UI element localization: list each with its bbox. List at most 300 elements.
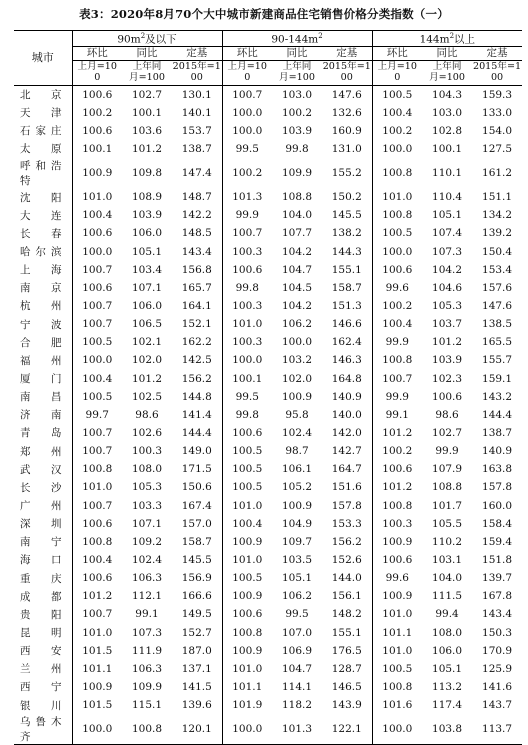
- index-value-cell: 100.2: [372, 442, 422, 460]
- table-row: [14, 569, 522, 587]
- index-value-cell: 113.2: [432, 680, 463, 693]
- index-value-cell: 145.5: [331, 209, 362, 222]
- index-value-cell: 104.7: [281, 662, 313, 675]
- city-name-cell: 北 京: [20, 89, 62, 102]
- index-value-cell: 110.2: [432, 535, 463, 548]
- table-row: [14, 104, 522, 122]
- index-value-cell: 138.5: [482, 318, 513, 331]
- index-value-cell: 98.6: [435, 408, 459, 421]
- index-value-cell: 100.6: [222, 261, 272, 279]
- base-header-mom: [72, 60, 122, 85]
- base-header-mom: [222, 60, 272, 85]
- index-value-cell: 101.0: [222, 496, 272, 514]
- index-value-cell: 98.7: [285, 445, 309, 458]
- index-value-cell: 122.1: [322, 714, 372, 745]
- index-value-cell: 100.1: [72, 140, 122, 158]
- index-value-cell: 106.0: [131, 299, 163, 312]
- table-row: [14, 158, 522, 188]
- base-header-line: 00: [340, 71, 353, 83]
- index-value-cell: 100.4: [72, 369, 122, 387]
- index-value-cell: 99.8: [285, 142, 309, 155]
- index-value-cell: 149.0: [181, 445, 212, 458]
- index-value-cell: 146.6: [331, 318, 362, 331]
- index-value-cell: 101.0: [372, 642, 422, 660]
- index-value-cell: 143.4: [181, 245, 212, 258]
- index-value-cell: 100.3: [372, 515, 422, 533]
- index-value-cell: 115.1: [131, 699, 163, 712]
- index-value-cell: 101.2: [372, 478, 422, 496]
- index-value-cell: 99.1: [372, 406, 422, 424]
- index-value-cell: 156.1: [331, 590, 362, 603]
- index-value-cell: 155.7: [482, 354, 513, 367]
- base-header-line: 月=100: [279, 71, 315, 83]
- table-row: [14, 406, 522, 424]
- city-name-cell: 兰 州: [20, 663, 62, 676]
- index-value-cell: 131.0: [331, 142, 362, 155]
- index-value-cell: 133.0: [482, 106, 513, 119]
- index-value-cell: 101.1: [222, 678, 272, 696]
- table-row: [14, 714, 522, 745]
- index-value-cell: 110.4: [432, 191, 463, 204]
- index-value-cell: 104.9: [281, 517, 313, 530]
- index-value-cell: 164.7: [331, 463, 362, 476]
- index-value-cell: 104.0: [432, 572, 463, 585]
- index-value-cell: 139.2: [482, 227, 513, 240]
- index-value-cell: 100.6: [372, 261, 422, 279]
- city-name-cell: 西 宁: [20, 681, 62, 694]
- index-value-cell: 106.3: [131, 572, 163, 585]
- index-value-cell: 156.2: [331, 535, 362, 548]
- table-row: [14, 206, 522, 224]
- price-index-table-container: [14, 30, 522, 745]
- base-header-yoy: [272, 60, 322, 85]
- index-value-cell: 99.7: [72, 406, 122, 424]
- index-value-cell: 154.0: [482, 124, 513, 137]
- index-value-cell: 100.2: [372, 297, 422, 315]
- city-name-cell: 呼和浩特: [20, 160, 62, 188]
- index-value-cell: 151.3: [331, 299, 362, 312]
- index-value-cell: 106.9: [281, 644, 313, 657]
- index-value-cell: 100.6: [72, 279, 122, 297]
- index-value-cell: 103.6: [131, 124, 163, 137]
- index-value-cell: 100.7: [72, 605, 122, 623]
- index-value-cell: 101.6: [372, 696, 422, 714]
- index-value-cell: 99.4: [435, 608, 459, 621]
- index-value-cell: 101.2: [131, 372, 163, 385]
- index-value-cell: 108.9: [131, 191, 163, 204]
- index-value-cell: 105.5: [432, 517, 463, 530]
- index-value-cell: 101.2: [372, 424, 422, 442]
- city-name-cell: 乌鲁木齐: [14, 714, 72, 745]
- index-value-cell: 158.7: [331, 281, 362, 294]
- index-value-cell: 100.0: [72, 714, 122, 745]
- city-name-cell: 上 海: [20, 264, 62, 277]
- table-title: 表3：2020年8月70个大中城市新建商品住宅销售价格分类指数（一）: [79, 7, 449, 21]
- index-value-cell: 100.5: [222, 569, 272, 587]
- index-value-cell: 140.1: [181, 106, 212, 119]
- index-value-cell: 141.4: [181, 408, 212, 421]
- index-value-cell: 108.0: [131, 463, 163, 476]
- index-value-cell: 102.1: [131, 336, 163, 349]
- index-value-cell: 158.7: [181, 535, 212, 548]
- index-value-cell: 102.3: [432, 372, 463, 385]
- index-value-cell: 100.9: [281, 499, 313, 512]
- index-value-cell: 108.8: [281, 191, 313, 204]
- index-value-cell: 100.5: [222, 442, 272, 460]
- index-value-cell: 100.5: [72, 333, 122, 351]
- city-name-cell: 天 津: [20, 107, 62, 120]
- index-value-cell: 118.2: [281, 699, 313, 712]
- city-name-cell: 大 连: [20, 209, 62, 222]
- index-value-cell: 155.1: [331, 626, 362, 639]
- index-value-cell: 100.6: [72, 224, 122, 242]
- index-value-cell: 170.9: [482, 644, 513, 657]
- index-value-cell: 102.4: [281, 426, 313, 439]
- index-value-cell: 104.2: [432, 263, 463, 276]
- city-name-cell: 郑 州: [20, 445, 62, 458]
- index-value-cell: 101.0: [72, 478, 122, 496]
- base-header-line: 上月=10: [377, 60, 418, 72]
- index-value-cell: 156.2: [181, 372, 212, 385]
- index-value-cell: 150.2: [331, 191, 362, 204]
- index-value-cell: 105.1: [281, 572, 313, 585]
- city-name-cell: 成 都: [20, 590, 62, 603]
- index-value-cell: 100.6: [222, 605, 272, 623]
- index-value-cell: 101.5: [72, 696, 122, 714]
- index-value-cell: 95.8: [285, 408, 309, 421]
- city-name-cell: 海 口: [20, 554, 62, 567]
- index-value-cell: 104.0: [281, 209, 313, 222]
- index-value-cell: 100.8: [372, 496, 422, 514]
- index-value-cell: 100.5: [372, 660, 422, 678]
- index-value-cell: 144.8: [181, 390, 212, 403]
- index-value-cell: 155.2: [331, 167, 362, 180]
- city-name-cell: 西 安: [20, 645, 62, 658]
- base-header-fixed-base: [322, 60, 372, 85]
- index-value-cell: 155.1: [331, 263, 362, 276]
- index-value-cell: 100.5: [222, 478, 272, 496]
- city-name-cell: 长 沙: [20, 481, 62, 494]
- index-value-cell: 165.7: [181, 281, 212, 294]
- base-header-line: 0: [394, 71, 401, 83]
- base-header-line: 上年同: [132, 60, 162, 72]
- index-value-cell: 100.5: [372, 224, 422, 242]
- index-value-cell: 100.8: [372, 158, 422, 188]
- index-value-cell: 100.0: [222, 104, 272, 122]
- index-value-cell: 106.2: [281, 318, 313, 331]
- group-header-144-above: $144m^2$以上: [372, 31, 522, 47]
- index-value-cell: 132.6: [331, 106, 362, 119]
- index-value-cell: 101.1: [72, 660, 122, 678]
- index-value-cell: 100.9: [372, 533, 422, 551]
- index-value-cell: 139.6: [181, 699, 212, 712]
- city-name-cell: 宁 波: [20, 318, 62, 331]
- index-value-cell: 100.8: [372, 206, 422, 224]
- index-value-cell: 100.4: [222, 515, 272, 533]
- index-value-cell: 160.0: [482, 499, 513, 512]
- city-name-cell: 石家庄: [20, 125, 62, 138]
- index-value-cell: 100.0: [222, 122, 272, 140]
- base-header-line: 月=100: [129, 71, 165, 83]
- index-value-cell: 99.5: [222, 140, 272, 158]
- index-value-cell: 187.0: [181, 644, 212, 657]
- index-value-cell: 100.0: [72, 351, 122, 369]
- index-value-cell: 100.9: [222, 642, 272, 660]
- city-name-cell: 厦 门: [20, 373, 62, 386]
- index-value-cell: 144.0: [331, 572, 362, 585]
- index-value-cell: 102.0: [281, 372, 313, 385]
- index-value-cell: 134.2: [482, 209, 513, 222]
- index-value-cell: 139.7: [482, 572, 513, 585]
- index-value-cell: 106.3: [131, 662, 163, 675]
- index-value-cell: 100.9: [222, 587, 272, 605]
- index-value-cell: 144.4: [482, 408, 513, 421]
- index-value-cell: 100.4: [372, 315, 422, 333]
- base-header-line: 上年同: [432, 60, 462, 72]
- index-value-cell: 101.1: [372, 623, 422, 641]
- index-value-cell: 101.2: [72, 587, 122, 605]
- index-value-cell: 100.0: [72, 242, 122, 260]
- index-value-cell: 141.6: [482, 680, 513, 693]
- index-value-cell: 99.8: [222, 406, 272, 424]
- base-header-line: 2015年=1: [172, 60, 221, 72]
- index-value-cell: 107.7: [281, 227, 313, 240]
- index-value-cell: 100.5: [72, 388, 122, 406]
- base-header-line: 2015年=1: [472, 60, 522, 72]
- base-header-line: 0: [94, 71, 101, 83]
- table-row: [14, 623, 522, 641]
- city-name-cell: 沈 阳: [20, 191, 62, 204]
- index-value-cell: 100.6: [432, 390, 463, 403]
- table-row: [14, 424, 522, 442]
- index-value-cell: 100.7: [372, 369, 422, 387]
- index-value-cell: 109.8: [131, 167, 163, 180]
- group-header-90-144: $90-144m^2$: [222, 31, 372, 47]
- index-value-cell: 147.4: [181, 167, 212, 180]
- table-row: [14, 515, 522, 533]
- index-value-cell: 157.8: [482, 481, 513, 494]
- index-value-cell: 105.1: [131, 245, 163, 258]
- table-row: [14, 605, 522, 623]
- index-value-cell: 150.4: [482, 245, 513, 258]
- table-row: [14, 85, 522, 104]
- index-value-cell: 140.9: [482, 445, 513, 458]
- index-value-cell: 100.6: [372, 460, 422, 478]
- index-value-cell: 100.5: [372, 85, 422, 104]
- index-value-cell: 100.0: [372, 714, 422, 745]
- table-row: [14, 242, 522, 260]
- index-value-cell: 100.7: [72, 261, 122, 279]
- index-value-cell: 103.0: [432, 106, 463, 119]
- index-value-cell: 109.9: [281, 167, 313, 180]
- index-value-cell: 107.9: [432, 463, 463, 476]
- index-value-cell: 100.1: [432, 142, 463, 155]
- index-value-cell: 107.1: [131, 281, 163, 294]
- index-value-cell: 108.8: [432, 481, 463, 494]
- index-value-cell: 137.1: [181, 662, 212, 675]
- table-row: [14, 369, 522, 387]
- index-value-cell: 105.2: [281, 481, 313, 494]
- sub-header-mom: 环比: [222, 46, 272, 60]
- table-row: [14, 279, 522, 297]
- index-value-cell: 103.5: [281, 553, 313, 566]
- city-name-cell: 昆 明: [20, 627, 62, 639]
- index-value-cell: 103.9: [281, 124, 313, 137]
- base-header-line: 上年同: [282, 60, 312, 72]
- base-header-line: 00: [190, 71, 203, 83]
- index-value-cell: 110.1: [432, 167, 463, 180]
- index-value-cell: 144.4: [181, 426, 212, 439]
- index-value-cell: 99.8: [222, 279, 272, 297]
- city-column-header: 城市: [14, 31, 72, 86]
- index-value-cell: 101.0: [372, 605, 422, 623]
- index-value-cell: 100.6: [372, 551, 422, 569]
- sub-header-fixed-base: 定基: [322, 46, 372, 60]
- sub-header-yoy: 同比: [122, 46, 172, 60]
- index-value-cell: 157.8: [331, 499, 362, 512]
- index-value-cell: 99.5: [222, 388, 272, 406]
- index-value-cell: 100.8: [372, 351, 422, 369]
- index-value-cell: 105.3: [131, 481, 163, 494]
- city-name-cell: 武 汉: [20, 463, 62, 476]
- index-value-cell: 103.0: [281, 88, 313, 101]
- table-row: [14, 496, 522, 514]
- index-value-cell: 105.3: [432, 299, 463, 312]
- table-row: [14, 533, 522, 551]
- index-value-cell: 127.5: [482, 142, 513, 155]
- index-value-cell: 100.9: [72, 158, 122, 188]
- index-value-cell: 103.9: [131, 209, 163, 222]
- index-value-cell: 101.3: [272, 714, 322, 745]
- city-name-cell: 哈尔滨: [20, 246, 62, 259]
- index-value-cell: 100.0: [372, 242, 422, 260]
- base-header-line: 2015年=1: [322, 60, 371, 72]
- index-value-cell: 100.9: [72, 678, 122, 696]
- index-value-cell: 104.2: [281, 299, 313, 312]
- group-header-90-and-below: $90m^2$及以下: [72, 31, 222, 47]
- sub-header-yoy: 同比: [422, 46, 472, 60]
- index-value-cell: 107.0: [281, 626, 313, 639]
- city-name-cell: 银 川: [20, 699, 62, 712]
- sub-header-fixed-base: 定基: [472, 46, 522, 60]
- index-value-cell: 145.5: [181, 553, 212, 566]
- table-row: [14, 261, 522, 279]
- index-value-cell: 100.7: [72, 496, 122, 514]
- index-value-cell: 99.9: [435, 445, 459, 458]
- table-row: [14, 333, 522, 351]
- index-value-cell: 125.9: [482, 662, 513, 675]
- index-value-cell: 163.8: [482, 463, 513, 476]
- index-value-cell: 100.1: [222, 369, 272, 387]
- index-value-cell: 101.2: [131, 142, 163, 155]
- index-value-cell: 101.0: [222, 551, 272, 569]
- index-value-cell: 107.4: [432, 227, 463, 240]
- index-value-cell: 100.9: [222, 533, 272, 551]
- index-value-cell: 158.4: [482, 517, 513, 530]
- city-name-cell: 重 庆: [20, 572, 62, 585]
- index-value-cell: 100.4: [72, 206, 122, 224]
- index-value-cell: 117.4: [432, 699, 463, 712]
- index-value-cell: 112.1: [131, 590, 163, 603]
- index-value-cell: 159.4: [482, 535, 513, 548]
- base-header-line: 00: [490, 71, 504, 83]
- index-value-cell: 151.1: [482, 191, 513, 204]
- index-value-cell: 114.1: [281, 680, 313, 693]
- index-value-cell: 103.2: [281, 354, 313, 367]
- index-value-cell: 100.6: [72, 569, 122, 587]
- index-value-cell: 153.4: [482, 263, 513, 276]
- index-value-cell: 99.5: [285, 608, 309, 621]
- index-value-cell: 146.5: [331, 680, 362, 693]
- index-value-cell: 100.8: [72, 460, 122, 478]
- base-header-fixed-base: [172, 60, 222, 85]
- index-value-cell: 176.5: [331, 644, 362, 657]
- table-row: [14, 442, 522, 460]
- index-value-cell: 111.9: [131, 644, 163, 657]
- index-value-cell: 100.6: [222, 424, 272, 442]
- index-value-cell: 159.3: [482, 88, 513, 101]
- index-value-cell: 143.7: [482, 699, 513, 712]
- index-value-cell: 148.2: [331, 608, 362, 621]
- index-value-cell: 101.3: [222, 188, 272, 206]
- index-value-cell: 130.1: [181, 88, 212, 101]
- index-value-cell: 159.1: [482, 372, 513, 385]
- index-value-cell: 109.9: [131, 680, 163, 693]
- table-body: [14, 85, 522, 745]
- index-value-cell: 147.6: [331, 88, 362, 101]
- table-row: [14, 551, 522, 569]
- index-value-cell: 101.9: [222, 696, 272, 714]
- index-value-cell: 104.5: [281, 281, 313, 294]
- index-value-cell: 138.7: [181, 142, 212, 155]
- city-name-cell: 贵 阳: [20, 608, 62, 621]
- base-header-yoy: [122, 60, 172, 85]
- city-name-cell: 杭 州: [20, 300, 62, 313]
- index-value-cell: 104.2: [281, 245, 313, 258]
- table-row: [14, 642, 522, 660]
- index-value-cell: 101.0: [222, 660, 272, 678]
- index-value-cell: 107.1: [131, 517, 163, 530]
- index-value-cell: 166.6: [181, 590, 212, 603]
- index-value-cell: 102.8: [432, 124, 463, 137]
- index-value-cell: 100.8: [372, 678, 422, 696]
- index-value-cell: 102.0: [131, 354, 163, 367]
- index-value-cell: 146.3: [331, 354, 362, 367]
- index-value-cell: 149.5: [181, 608, 212, 621]
- index-value-cell: 99.1: [135, 608, 159, 621]
- index-value-cell: 157.6: [482, 281, 513, 294]
- index-value-cell: 103.3: [131, 499, 163, 512]
- index-value-cell: 120.1: [172, 714, 222, 745]
- index-value-cell: 100.3: [222, 333, 272, 351]
- index-value-cell: 148.7: [181, 191, 212, 204]
- index-value-cell: 100.7: [222, 224, 272, 242]
- index-value-cell: 99.9: [222, 206, 272, 224]
- index-value-cell: 109.2: [131, 535, 163, 548]
- city-name-cell: 南 宁: [20, 536, 62, 549]
- index-value-cell: 100.0: [281, 336, 313, 349]
- city-name-cell: 广 州: [20, 500, 62, 513]
- index-value-cell: 100.2: [222, 158, 272, 188]
- index-value-cell: 142.7: [331, 445, 362, 458]
- index-value-cell: 102.5: [131, 390, 163, 403]
- index-value-cell: 99.9: [372, 333, 422, 351]
- index-value-cell: 102.7: [432, 426, 463, 439]
- index-value-cell: 151.8: [482, 553, 513, 566]
- table-row: [14, 696, 522, 714]
- index-value-cell: 152.1: [181, 318, 212, 331]
- index-value-cell: 109.7: [281, 535, 313, 548]
